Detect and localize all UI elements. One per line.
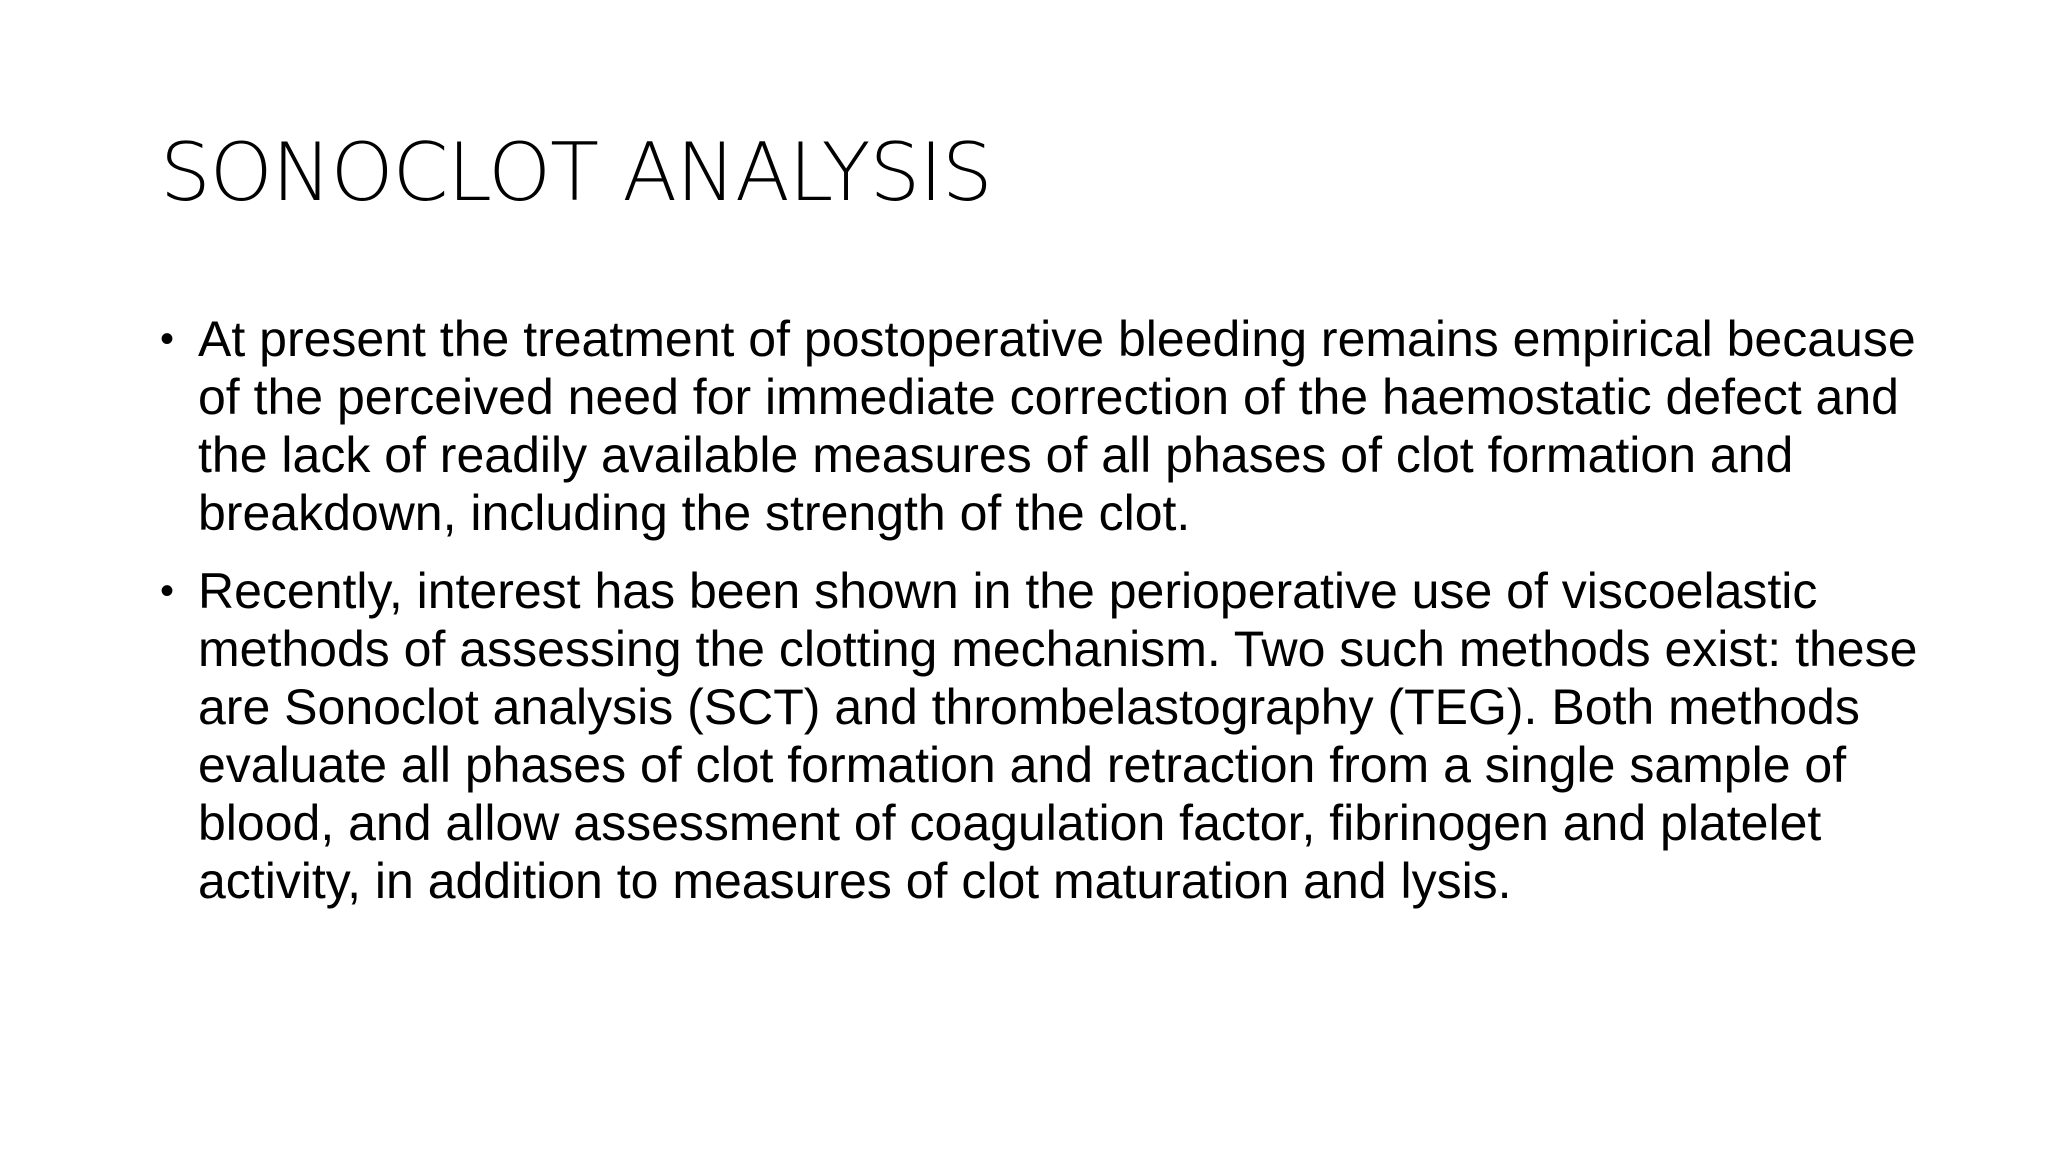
bullet-item-2: [160, 562, 1920, 910]
bullet-dot-icon: •: [160, 569, 175, 613]
bullet-list: [160, 310, 1920, 930]
slide-title: SONOCLOT ANALYSIS: [160, 126, 992, 219]
bullet-dot-icon: •: [160, 317, 175, 361]
bullet-item-1: [160, 310, 1920, 542]
bullet-text-2: Recently, interest has been shown in the perioperative use of viscoelastic methods of assessing the clotting mechanism. Two such methods exist: these are Sonoclot analysis (SCT) and thrombelastography (TEG). Both methods evaluate all phases of clot formation and retraction from a single sample of blood, and allow assessment of coagulation factor, fibrinogen and platelet activity, in addition to measures of clot maturation and lysis.: [198, 563, 1918, 909]
bullet-text-1: At present the treatment of postoperative bleeding remains empirical because of the perceived need for immediate correction of the haemostatic defect and the lack of readily available measures of all phases of clot formation and breakdown, including the strength of the clot.: [198, 311, 1916, 541]
